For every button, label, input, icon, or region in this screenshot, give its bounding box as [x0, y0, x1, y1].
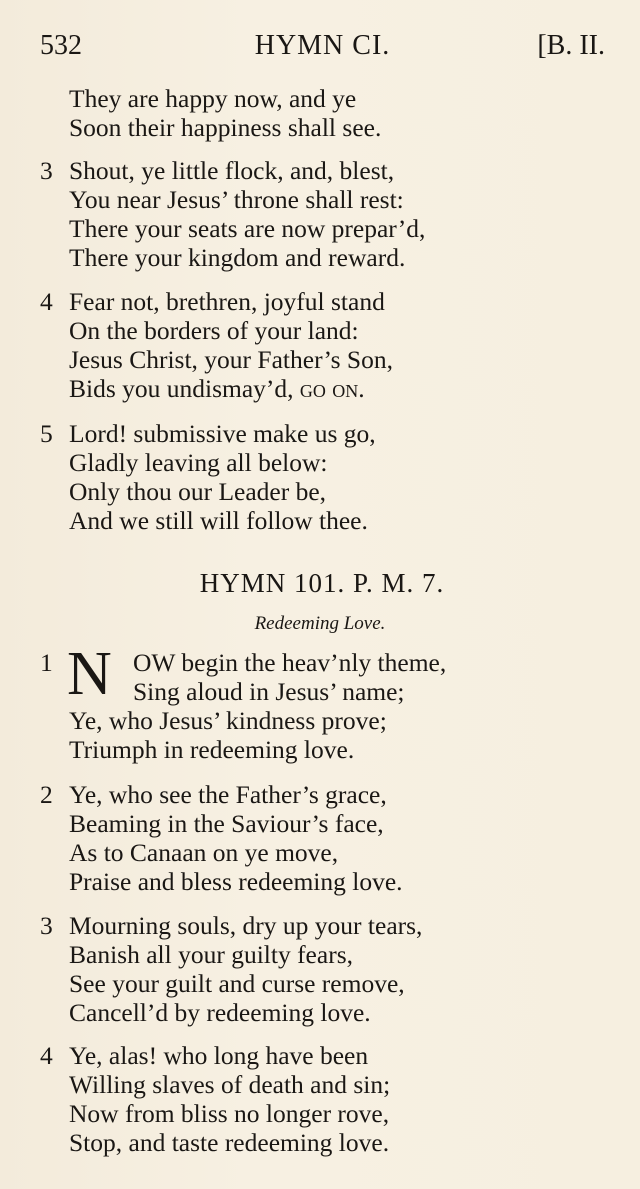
verse-line: Beaming in the Saviour’s face,	[69, 809, 384, 838]
verse-line: Jesus Christ, your Father’s Son,	[69, 345, 393, 374]
verse-line: There your seats are now prepar’d,	[69, 214, 426, 243]
verse-line: Shout, ye little flock, and, blest,	[69, 156, 395, 185]
stanza-number: 4	[40, 287, 53, 316]
verse-line: Mourning souls, dry up your tears,	[69, 911, 423, 940]
page-header	[40, 30, 605, 70]
stanza-number: 3	[40, 911, 53, 940]
hymn-title: HYMN 101. P. M. 7.	[199, 568, 445, 598]
continuation-stanza	[40, 84, 610, 142]
stanza	[40, 287, 610, 403]
verse-line: They are happy now, and ye	[69, 84, 357, 113]
verse-line: Ye, who Jesus’ kindness prove;	[69, 706, 387, 735]
book-section-mark: [B. II.	[537, 30, 605, 61]
verse-line: Praise and bless redeeming love.	[69, 867, 403, 896]
verse-line: As to Canaan on ye move,	[69, 838, 339, 867]
verse-line: Now from bliss no longer rove,	[69, 1099, 390, 1128]
stanza	[40, 156, 610, 272]
verse-line: Only thou our Leader be,	[69, 477, 327, 506]
verse-line: Banish all your guilty fears,	[69, 940, 353, 969]
stanza	[40, 419, 610, 535]
stanza-number: 4	[40, 1041, 53, 1070]
verse-line: There your kingdom and reward.	[69, 243, 406, 272]
verse-line: And we still will follow thee.	[69, 506, 368, 535]
verse-line: Sing aloud in Jesus’ name;	[133, 677, 405, 706]
stanza-number: 2	[40, 780, 53, 809]
drop-cap: N	[67, 640, 112, 708]
stanza	[40, 780, 610, 896]
verse-line: Gladly leaving all below:	[69, 448, 328, 477]
verse-line: Lord! submissive make us go,	[69, 419, 376, 448]
verse-line: You near Jesus’ throne shall rest:	[69, 185, 404, 214]
verse-line: See your guilt and curse remove,	[69, 969, 405, 998]
verse-line: Triumph in redeeming love.	[69, 735, 355, 764]
verse-line: On the borders of your land:	[69, 316, 359, 345]
verse-line-text: Bids you undismay’d,	[69, 374, 300, 403]
stanza-number: 3	[40, 156, 53, 185]
page-number: 532	[40, 30, 82, 61]
verse-line: OW begin the heav’nly theme,	[133, 648, 447, 677]
verse-line: Ye, alas! who long have been	[69, 1041, 369, 1070]
verse-line: Cancell’d by redeeming love.	[69, 998, 371, 1027]
stanza	[40, 911, 610, 1027]
verse-line	[40, 374, 610, 403]
stanza-number: 5	[40, 419, 53, 448]
verse-line-smallcaps: go on.	[299, 374, 365, 403]
verse-line: Willing slaves of death and sin;	[69, 1070, 391, 1099]
hymn-subtitle: Redeeming Love.	[254, 613, 386, 634]
stanza	[40, 1041, 610, 1157]
verse-line: Ye, who see the Father’s grace,	[69, 780, 387, 809]
verse-line: Stop, and taste redeeming love.	[69, 1128, 390, 1157]
running-title: HYMN CI.	[254, 30, 391, 61]
stanza-number: 1	[40, 648, 53, 677]
verse-line: Fear not, brethren, joyful stand	[69, 287, 385, 316]
verse-line: Soon their happiness shall see.	[69, 113, 382, 142]
